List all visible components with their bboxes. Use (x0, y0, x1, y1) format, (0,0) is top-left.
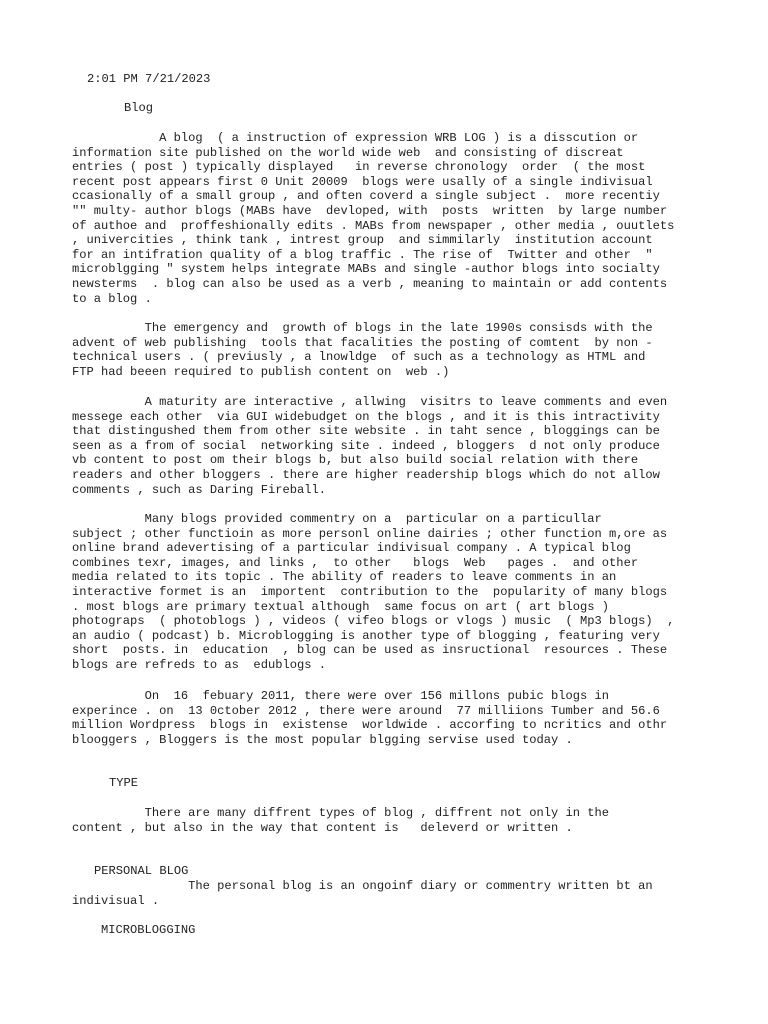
paragraph-intro: A blog ( a instruction of expression WRB LOG ) is a disscution or information site published on the world wide web and consisting of discreat entries ( post ) typically displayed in reverse chronology order ( the most recent post appears first 0 Unit 20009 blogs were usally of a single indivisual ccasionally of a small group , and often coverd a single subject . more recentiy "" multy- author blogs (MABs have devloped, with posts written by large number of authoe and proffeshionally edits . MABs from newspaper , other media , ouutlets , univercities , think tank , intrest group and simmilarly institution account for an intifration quality of a blog traffic . The rise of Twitter and other " microblgging " system helps integrate MABs and single -author blogs into socialty newsterms . blog can also be used as a verb , meaning to maintain or add contents to a blog . (72, 131, 675, 306)
paragraph-interactivity: A maturity are interactive , allwing visitrs to leave comments and even messege each other via GUI widebudget on the blogs , and it is this intractivity that distingushed them from other site website . in taht sence , bloggings can be seen as a from of social networking site . indeed , bloggers d not only produce vb content to post om their blogs b, but also build social relation with there readers and other bloggers . there are higher readership blogs which do not allow comments , such as Daring Fireball. (72, 395, 668, 497)
personal-blog-heading: PERSONAL BLOG (94, 864, 189, 878)
personal-blog-text: The personal blog is an ongoinf diary or commentry written bt an indivisual . (72, 879, 653, 908)
type-heading: TYPE (109, 776, 139, 790)
type-paragraph: There are many diffrent types of blog , diffrent not only in the content , but also in the way that content is deleverd or written . (72, 806, 610, 835)
document-title: Blog (124, 101, 154, 115)
microblogging-heading: MICROBLOGGING (101, 923, 196, 937)
timestamp: 2:01 PM 7/21/2023 (87, 72, 211, 86)
paragraph-statistics: On 16 febuary 2011, there were over 156 millons pubic blogs in experince . on 13 0ctober 2012 , there were around 77 milliions Tumber and 56.6 million Wordpress blogs in existense worldwide . accorfing to ncritics and othr blooggers , Bloggers is the most popular blgging servise used today . (72, 689, 668, 747)
paragraph-commentary: Many blogs provided commentry on a particular on a particullar subject ; other functioin as more personl online dairies ; other function m,ore as online brand adevertising of a particular indivisual company . A typical blog combines texr, images, and links , to other blogs Web pages . and other media related to its topic . The ability of readers to leave comments in an interactive formet is an importent contribution to the popularity of many blogs . most blogs are primary textual although same focus on art ( art blogs ) photograps ( photoblogs ) , videos ( vifeo blogs or vlogs ) music ( Mp3 blogs) , an audio ( podcast) b. Microblogging is another type of blogging , featuring very short posts. in education , blog can be used as insructional resources . These blogs are refreds to as edublogs . (72, 512, 675, 672)
paragraph-emergence: The emergency and growth of blogs in the late 1990s consisds with the advent of web publishing tools that facalities the posting of comtent by non - technical users . ( previusly , a lnowldge of such as a technology as HTML and FTP had beeen required to publish content on web .) (72, 321, 653, 379)
